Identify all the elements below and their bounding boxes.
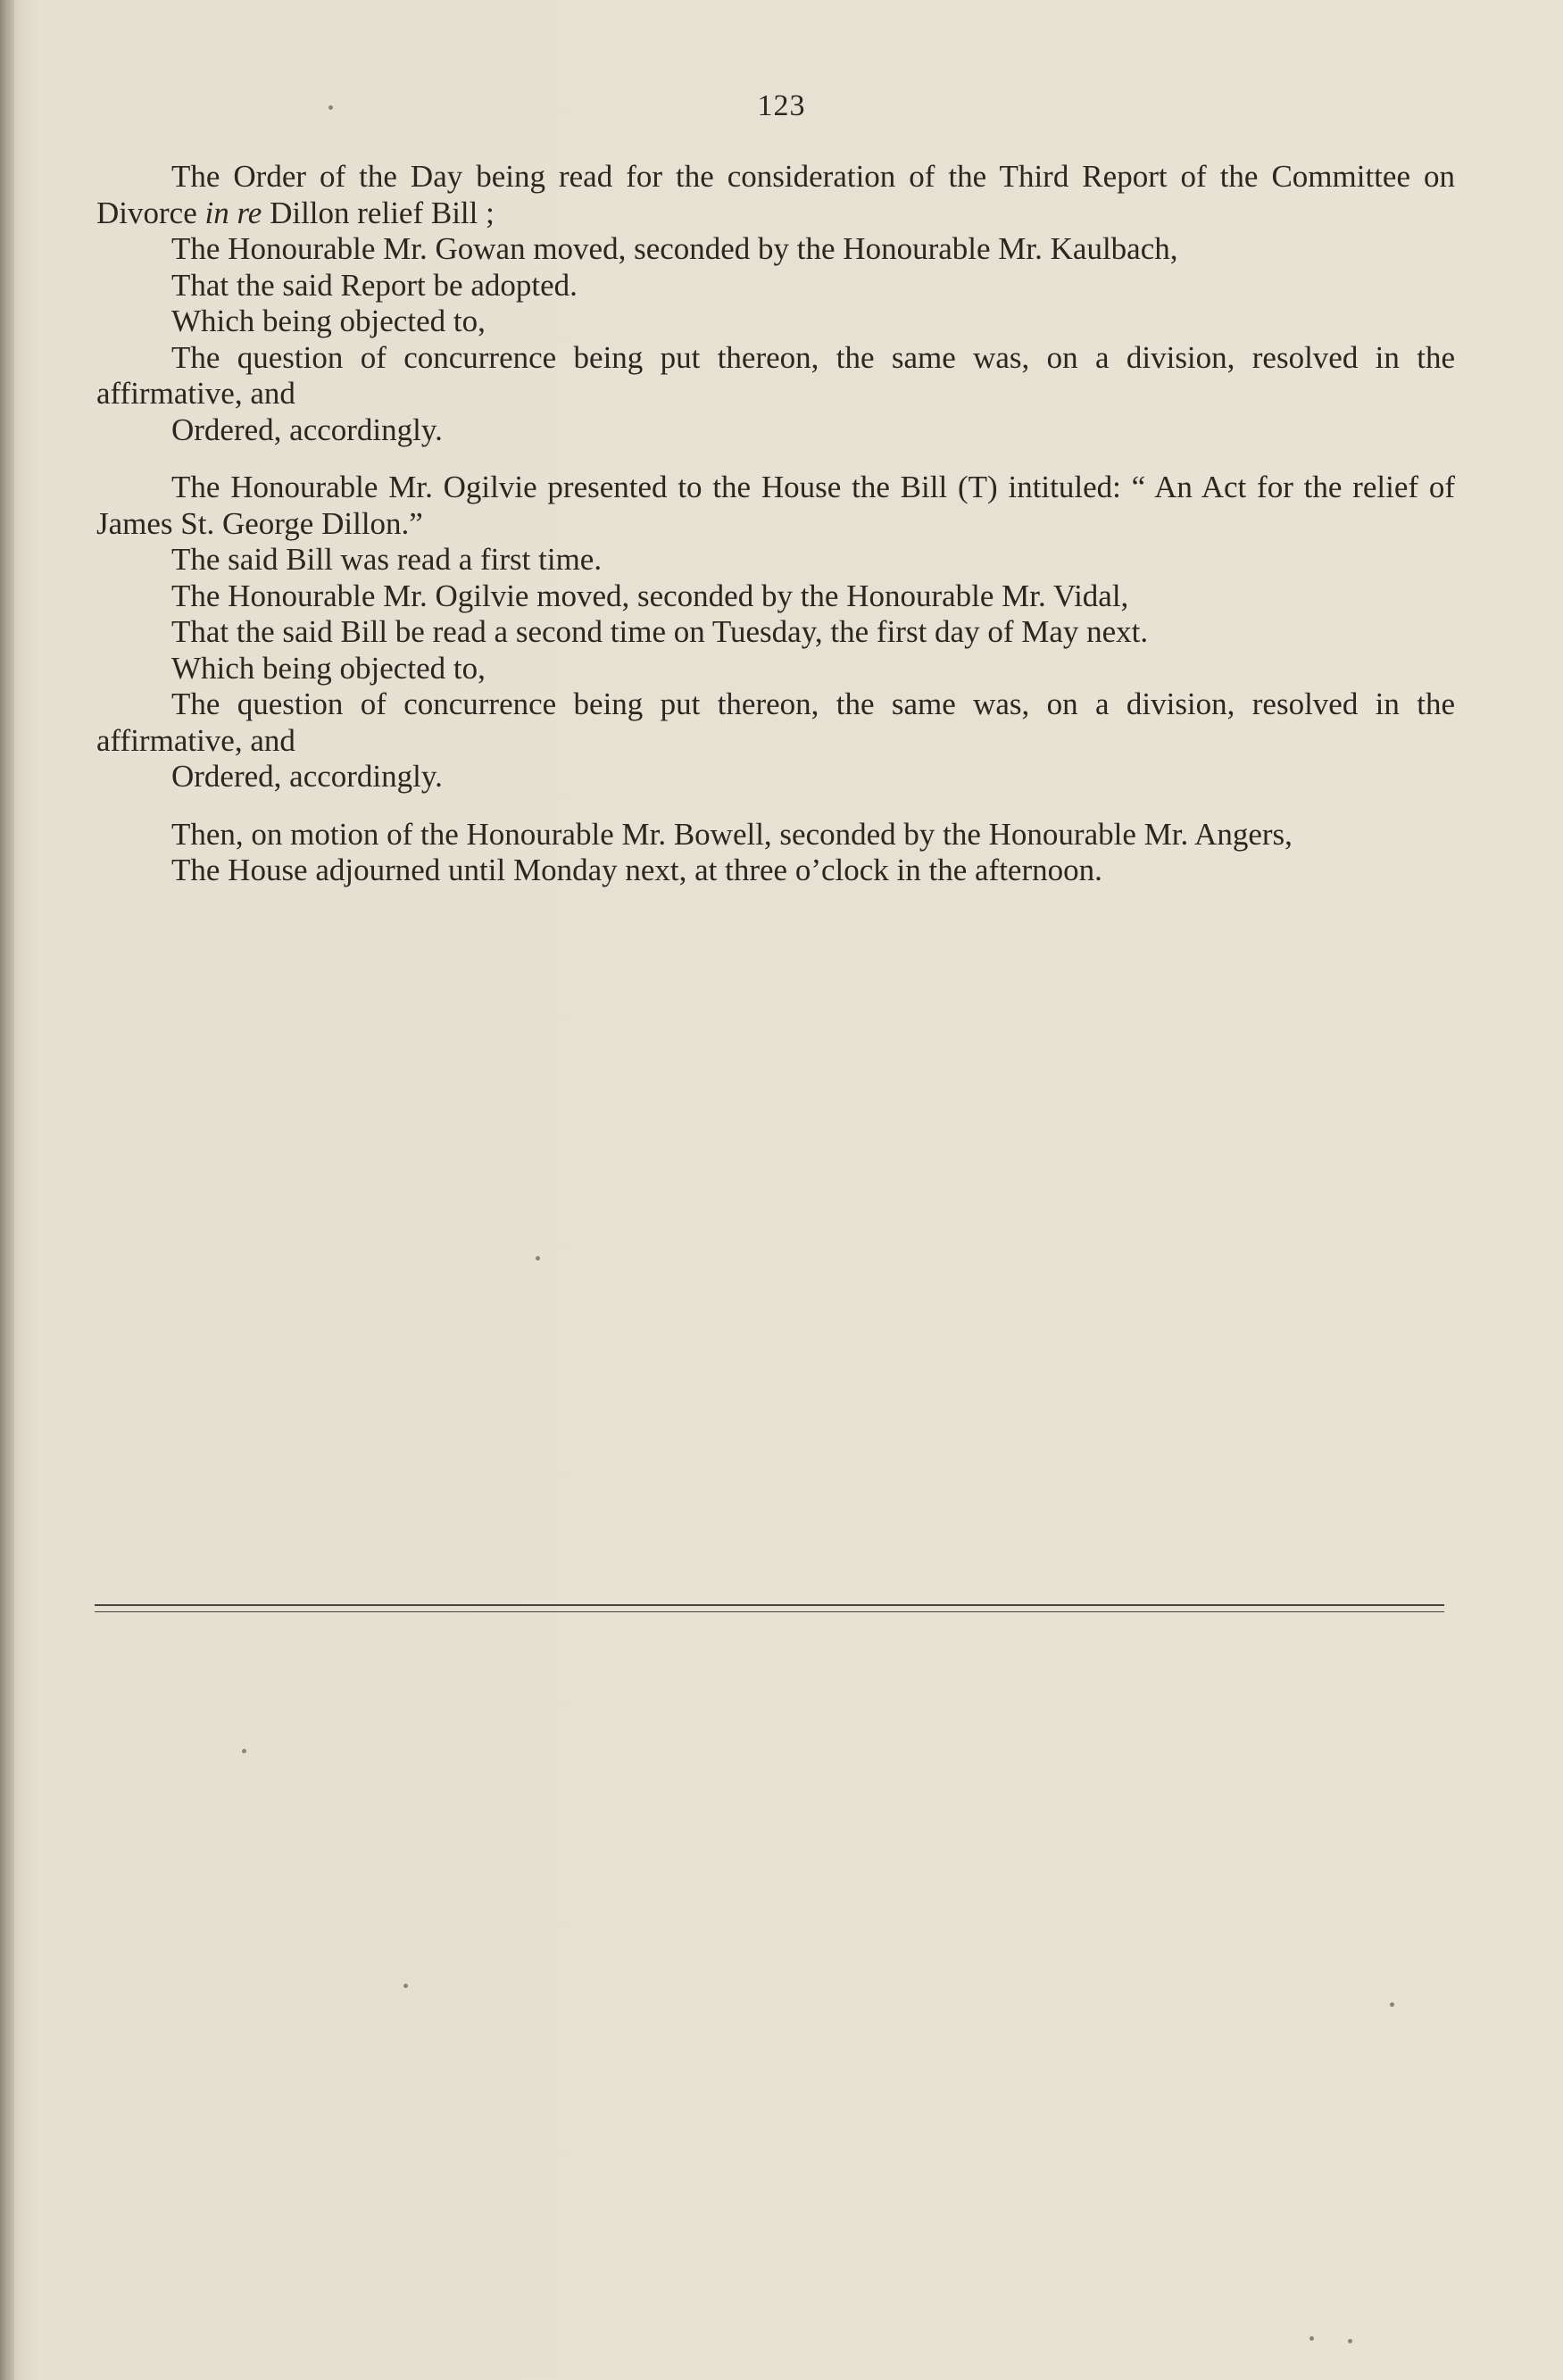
ogilvie-motion-paragraph: The Honourable Mr. Ogilvie moved, seconded by the Honourable Mr. Vidal,: [171, 578, 1129, 613]
gowan-motion-paragraph: The Honourable Mr. Gowan moved, seconded by the Honourable Mr. Kaulbach,: [171, 231, 1178, 266]
ordered-paragraph: Ordered, accordingly.: [171, 412, 443, 447]
concurrence-paragraph: The question of concurrence being put thereon, the same was, on a division, resolved in the affirmative, and: [96, 339, 1455, 411]
bill-presented-paragraph: The Honourable Mr. Ogilvie presented to the House the Bill (T) intituled: “ An Act for the relief of James St. George Dillon.”: [96, 470, 1455, 541]
report-adopted-paragraph: That the said Report be adopted.: [171, 267, 578, 303]
paper-speck: [1390, 2002, 1394, 2007]
section-adjournment: [96, 817, 1455, 889]
first-reading-paragraph: The said Bill was read a first time.: [171, 542, 603, 577]
journal-body: [96, 159, 1455, 889]
paper-speck: [536, 1256, 540, 1261]
section-divorce-report: [96, 159, 1455, 448]
page-number: 123: [757, 89, 806, 122]
closing-double-rule: [95, 1604, 1444, 1618]
ordered-paragraph: Ordered, accordingly.: [171, 759, 443, 794]
order-of-day-text-b: Dillon relief Bill ;: [262, 195, 495, 230]
paper-speck: [328, 105, 333, 110]
order-of-day-text-a: The Order of the Day being read for the consideration of the Third Report of the Committee on Divorce: [96, 159, 1455, 230]
objection-paragraph: Which being objected to,: [171, 650, 486, 686]
in-re-italic: in re: [204, 195, 262, 230]
binding-edge: [0, 0, 14, 2380]
paper-speck: [403, 1984, 408, 1988]
objection-paragraph: Which being objected to,: [171, 304, 486, 338]
paper-speck: [1348, 2339, 1352, 2343]
rule-line-bottom: [95, 1611, 1444, 1612]
section-bill-t: [96, 470, 1455, 795]
second-reading-paragraph: That the said Bill be read a second time on Tuesday, the first day of May next.: [171, 614, 1149, 649]
order-of-day-paragraph: [96, 159, 1455, 231]
paper-speck: [242, 1749, 246, 1753]
paper-speck: [1309, 2336, 1314, 2341]
rule-line-top: [95, 1604, 1444, 1606]
bowell-motion-paragraph: Then, on motion of the Honourable Mr. Bowell, seconded by the Honourable Mr. Angers,: [171, 816, 1293, 852]
concurrence-paragraph: The question of concurrence being put thereon, the same was, on a division, resolved in the affirmative, and: [96, 687, 1455, 758]
adjournment-paragraph: The House adjourned until Monday next, at three o’clock in the afternoon.: [171, 853, 1102, 887]
